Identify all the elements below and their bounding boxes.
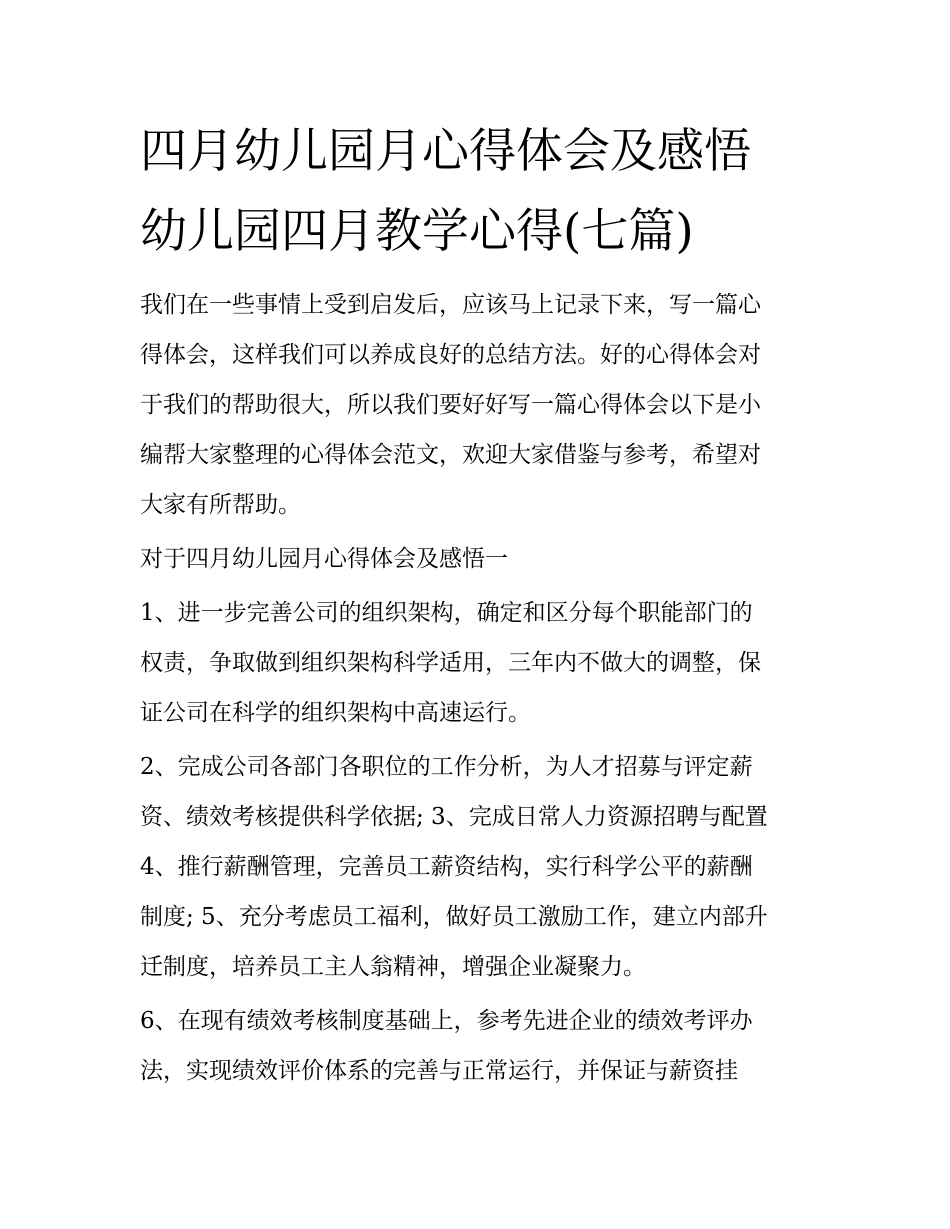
text-line: 对于四月幼儿园月心得体会及感悟一 [140,546,508,572]
document-title [140,112,840,272]
intro-paragraph [140,280,820,530]
text-line: 我们在一些事情上受到启发后，应该马上记录下来，写一篇心 [140,292,761,318]
text-line: 6、在现有绩效考核制度基础上，参考先进企业的绩效考评办 [140,1008,753,1034]
text-line: 迁制度，培养员工主人翁精神，增强企业凝聚力。 [140,954,646,980]
text-line: 4、推行薪酬管理，完善员工薪资结构，实行科学公平的薪酬 [140,854,753,880]
text-line: 大家有所帮助。 [140,492,301,518]
text-line: 得体会，这样我们可以养成良好的总结方法。好的心得体会对 [140,342,761,368]
list-item-2-5 [140,742,820,992]
document-body [140,280,820,1100]
text-line: 资、绩效考核提供科学依据; 3、完成日常人力资源招聘与配置 [140,804,768,830]
list-item-1 [140,588,820,738]
text-line: 编帮大家整理的心得体会范文，欢迎大家借鉴与参考，希望对 [140,442,761,468]
text-line: 1、进一步完善公司的组织架构，确定和区分每个职能部门的 [140,600,753,626]
text-line: 证公司在科学的组织架构中高速运行。 [140,700,531,726]
title-line: 四月幼儿园月心得体会及感悟 [140,124,751,179]
list-item-6 [140,996,820,1096]
text-line: 法，实现绩效评价体系的完善与正常运行，并保证与薪资挂 [140,1058,738,1084]
text-line: 2、完成公司各部门各职位的工作分析，为人才招募与评定薪 [140,754,753,780]
title-line: 幼儿园四月教学心得(七篇) [140,204,694,259]
text-line: 于我们的帮助很大，所以我们要好好写一篇心得体会以下是小 [140,392,761,418]
section-heading [140,534,820,584]
text-line: 权责，争取做到组织架构科学适用，三年内不做大的调整，保 [140,650,761,676]
text-line: 制度; 5、充分考虑员工福利，做好员工激励工作，建立内部升 [140,904,768,930]
